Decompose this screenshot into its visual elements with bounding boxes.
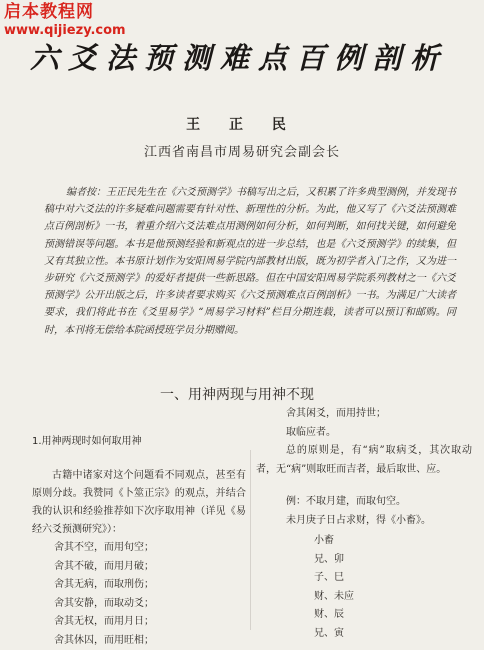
rule-item: 舍其休囚，而用旺相； [32,632,246,650]
divination-line: 未月庚子日占求财，得《小畜》。 [256,512,472,531]
column-gutter [250,450,251,630]
rule-item: 舍其闲爻，而用持世； [256,405,472,424]
subheading: 1.用神两现时如何取用神 [32,432,246,447]
right-column [256,405,472,643]
author-name: 王 正 民 [0,114,484,134]
watermark-title: 启本教程网 [4,4,126,21]
left-column [32,432,246,650]
rule-list [32,539,246,650]
hexagram-line: 财、辰 [256,606,472,625]
rule-item: 舍其不破，而用月破； [32,558,246,577]
rule-item: 舍其不空，而用旬空； [32,539,246,558]
principle-paragraph: 总的原则是，有“病”取病爻，其次取动者，无“病”则取旺而吉者，最后取世、应。 [256,442,472,479]
hexagram-line: 兄、卯 [256,551,472,570]
author-affiliation: 江西省南昌市周易研究会副会长 [0,141,484,160]
section-heading: 一、用神两现与用神不现 [160,384,314,404]
intro-paragraph: 古籍中诸家对这个问题看不同观点，甚至有原则分歧。我赞同《卜筮正宗》的观点，并结合我的认识和经验推荐如下次序取用神（详见《易经六爻预测研究》）： [32,467,246,539]
hexagram-line: 财、未应 [256,588,472,607]
hexagram-line: 兄、寅 [256,625,472,644]
example-line: 例：不取月建，而取旬空。 [256,493,472,512]
watermark-url: www.qijiezy.com [4,24,126,37]
article-title: 六爻法预测难点百例剖析 [30,36,460,77]
hexagram-line: 子、巳 [256,569,472,588]
hexagram-name: 小畜 [256,532,472,551]
rule-item: 舍其无权，而用月日； [32,613,246,632]
hexagram-lines [256,532,472,643]
rule-item: 取临应者。 [256,424,472,443]
spacer [256,479,472,493]
site-watermark [4,4,126,37]
rule-item: 舍其无病，而取刑伤； [32,576,246,595]
editor-note: 编者按：王正民先生在《六爻预测学》书稿写出之后，又积累了许多典型测例，并发现书稿中对六爻法的许多疑难问题需要有针对性、新理性的分析。为此，他又写了《六爻法预测难点百例剖析》一书，着重介绍六爻法难点用测例如何分析，如何判断，如何找关键，如何避免预测错误等问题。本书是他预测经验和新观点的进一步总结，也是《六爻预测学》的续集，但又有其独立性。本书原计划作为安阳周易学院内部教材出版，既为初学者入门之作，又为进一步研究《六爻预测学》的爱好者提供一些新思路。但在中国安阳周易学院系列教材之一《六爻预测学》公开出版之后，许多读者要求购买《六爻预测难点百例剖析》一书。为满足广大读者要求，我们将此书在《爻里易学》“周易学习材料”栏目分期连载，读者可以预订和邮购。同时，本刊将无偿给本院函授班学员分期赠阅。 [44,184,456,339]
rule-item: 舍其安静，而取动爻； [32,595,246,614]
